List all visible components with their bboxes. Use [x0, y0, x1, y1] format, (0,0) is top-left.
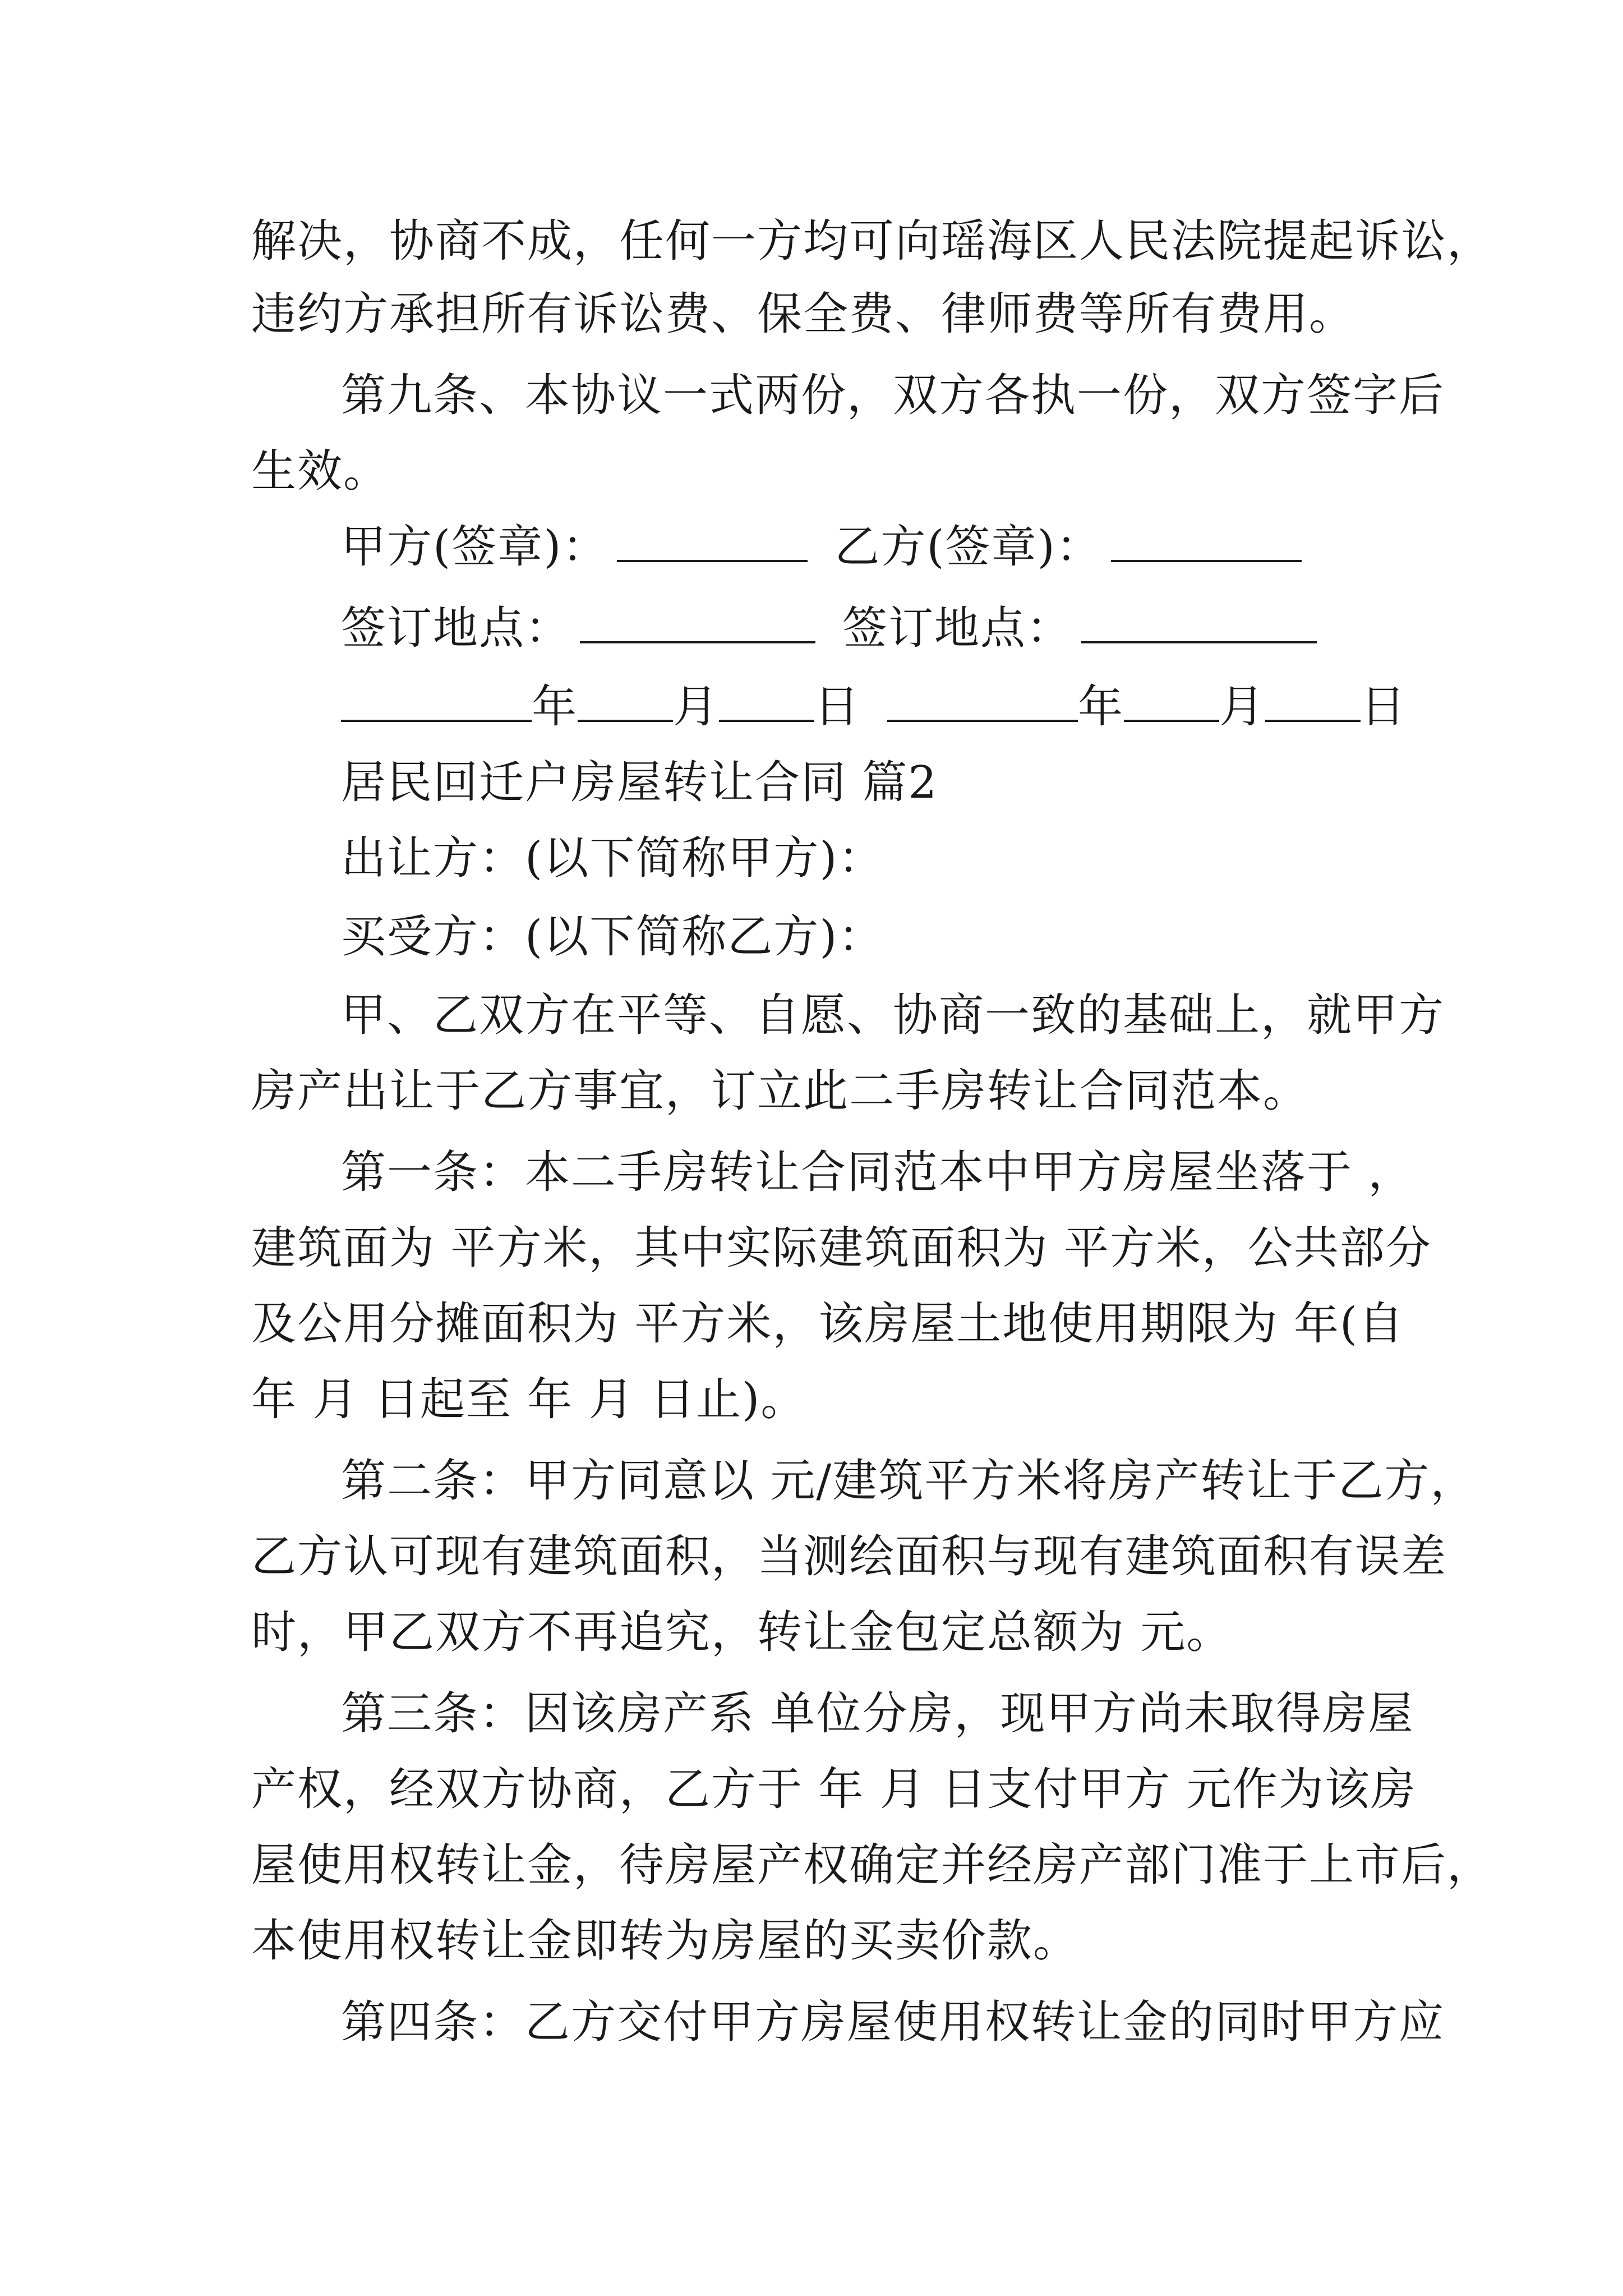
- place-a-blank[interactable]: [580, 602, 815, 643]
- date-a-day-label: 日: [814, 680, 860, 733]
- paragraph-line: 第三条：因该房产系 单位分房，现甲方尚未取得房屋: [341, 1687, 1414, 1740]
- paragraph-line: 第一条：本二手房转让合同范本中甲方房屋坐落于 ，: [341, 1146, 1414, 1198]
- date-b-month-label: 月: [1219, 680, 1265, 733]
- place-b-label: 签订地点：: [842, 602, 1072, 654]
- party-b-signature-label: 乙方(签章)：: [834, 521, 1102, 573]
- paragraph-line: 乙方认可现有建筑面积，当测绘面积与现有建筑面积有误差: [251, 1530, 1447, 1582]
- date-a-year-label: 年: [532, 680, 578, 733]
- date-a-day-blank[interactable]: [719, 680, 814, 722]
- party-a-signature-blank[interactable]: [617, 521, 808, 562]
- paragraph-line: 第四条：乙方交付甲方房屋使用权转让金的同时甲方应: [341, 1996, 1445, 2048]
- party-a-signature-label: 甲方(签章)：: [341, 521, 608, 573]
- date-b-day-label: 日: [1361, 680, 1407, 733]
- date-b-year-label: 年: [1078, 680, 1124, 733]
- paragraph-line: 年 月 日起至 年 月 日止)。: [251, 1373, 807, 1425]
- date-a-month-label: 月: [673, 680, 719, 733]
- paragraph-line: 甲、乙双方在平等、自愿、协商一致的基础上，就甲方: [341, 989, 1445, 1041]
- paragraph-line: 买受方：(以下简称乙方)：: [341, 910, 884, 963]
- signature-row-dates: [341, 679, 1407, 735]
- paragraph-line: 产权，经双方协商，乙方于 年 月 日支付甲方 元作为该房: [251, 1763, 1417, 1815]
- paragraph-line: 第九条、本协议一式两份，双方各执一份，双方签字后: [341, 369, 1445, 421]
- paragraph-line: 解决，协商不成，任何一方均可向瑶海区人民法院提起诉讼，: [251, 215, 1493, 267]
- paragraph-line: 违约方承担所有诉讼费、保全费、律师费等所有费用。: [251, 288, 1355, 340]
- paragraph-line: 房产出让于乙方事宜，订立此二手房转让合同范本。: [251, 1065, 1309, 1117]
- place-b-blank[interactable]: [1081, 602, 1317, 643]
- paragraph-line: 及公用分摊面积为 平方米，该房屋土地使用期限为 年(自: [251, 1297, 1405, 1350]
- signature-row-places: [341, 600, 1317, 656]
- date-b-year-blank[interactable]: [887, 680, 1078, 722]
- paragraph-line: 第二条：甲方同意以 元/建筑平方米将房产转让于乙方，: [341, 1455, 1477, 1507]
- date-a-month-blank[interactable]: [578, 680, 673, 722]
- date-b-day-blank[interactable]: [1265, 680, 1361, 722]
- date-b-month-blank[interactable]: [1124, 680, 1219, 722]
- paragraph-line: 本使用权转让金即转为房屋的买卖价款。: [251, 1915, 1079, 1967]
- signature-row-parties: [341, 519, 1302, 575]
- paragraph-line: 时，甲乙双方不再追究，转让金包定总额为 元。: [251, 1606, 1233, 1658]
- paragraph-line: 生效。: [251, 445, 389, 497]
- paragraph-line: 出让方：(以下简称甲方)：: [341, 832, 884, 884]
- party-b-signature-blank[interactable]: [1111, 521, 1302, 562]
- date-a-year-blank[interactable]: [341, 680, 532, 722]
- place-a-label: 签订地点：: [341, 602, 571, 654]
- section-title: 居民回迁户房屋转让合同 篇2: [341, 756, 938, 808]
- paragraph-line: 建筑面为 平方米，其中实际建筑面积为 平方米，公共部分: [251, 1222, 1432, 1274]
- paragraph-line: 屋使用权转让金，待房屋产权确定并经房产部门准于上市后，: [251, 1839, 1493, 1891]
